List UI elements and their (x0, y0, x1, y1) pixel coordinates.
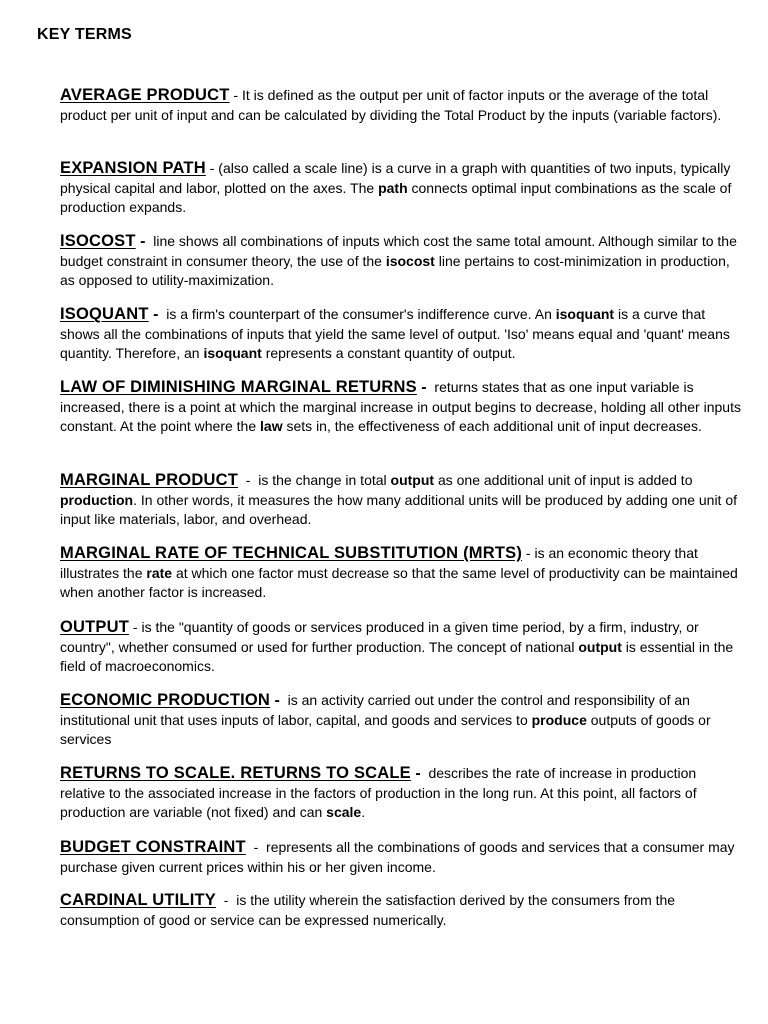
term-entry (60, 891, 744, 930)
term-entry (60, 544, 744, 603)
definition-bold-text: output (578, 638, 622, 655)
page-title: KEY TERMS (37, 26, 132, 43)
definition-text: describes the rate of increase in production relative to the associated increase in the factors of production in the long run. At this point, all factors of production are variable (not fixed) and can (60, 765, 701, 820)
term-separator: - (215, 892, 237, 908)
term-entry (60, 618, 744, 677)
definition-bold-text: path (378, 179, 408, 196)
term-name: MARGINAL PRODUCT (60, 471, 238, 489)
definition-text: is an activity carried out under the control and responsibility of an institutional unit that uses inputs of labor, capital, and goods and services to (60, 692, 694, 728)
definition-text: represents a constant quantity of output. (261, 345, 516, 361)
term-name: MARGINAL RATE OF TECHNICAL SUBSTITUTION (MRTS) (60, 544, 523, 562)
term-entry (60, 305, 744, 364)
definition-text: is a firm's counterpart of the consumer's indifference curve. An (158, 306, 556, 322)
definition-text: outputs of goods or services (60, 711, 711, 747)
term-name: EXPANSION PATH (60, 159, 206, 177)
definition-bold-text: produce (531, 711, 587, 728)
definition-text: is essential in the field of macroeconomics. (60, 638, 734, 674)
definition-text: line pertains to cost-minimization in production, as opposed to utility-maximization. (60, 252, 730, 288)
definition-text: line shows all combinations of inputs which cost the same total amount. Although similar to the budget constraint in consumer theory, the use of the (60, 233, 741, 269)
term-separator: - (416, 379, 427, 396)
definition-bold-text: law (260, 418, 283, 434)
definition-bold-text: isoquant (203, 345, 262, 361)
term-separator: - (148, 306, 159, 323)
definition-text: . (361, 804, 366, 820)
term-separator: - (270, 692, 280, 709)
term-entry (60, 691, 744, 750)
term-entry (60, 378, 744, 437)
term-name: ISOCOST (60, 232, 136, 250)
term-name: AVERAGE PRODUCT (60, 86, 230, 104)
term-separator: - (205, 160, 219, 176)
term-name: RETURNS TO SCALE. RETURNS TO SCALE (60, 764, 411, 782)
term-entry (60, 86, 744, 125)
definition-text: sets in, the effectiveness of each additional unit of input decreases. (282, 418, 702, 434)
term-name: OUTPUT (60, 618, 130, 636)
term-entry (60, 159, 744, 218)
definition-text: . In other words, it measures the how many additional units will be produced by adding one unit of input like materials, labor, and overhead. (60, 491, 738, 527)
definition-text: (also called a scale line) is a curve in a graph with quantities of two inputs, typically physical capital and labor, plotted on the axes. The (60, 160, 731, 196)
term-name: LAW OF DIMINISHING MARGINAL RETURNS (60, 378, 417, 396)
definition-text: as one additional unit of input is added to (434, 472, 693, 488)
definition-bold-text: rate (146, 564, 173, 581)
definition-bold-text: isocost (385, 252, 435, 269)
term-entry (60, 232, 744, 291)
definition-text: is the "quantity of goods or services produced in a given time period, by a firm, industry, or country", whether consumed or used for further production. The concept of national (60, 619, 699, 655)
definition-text: represents all the combinations of goods and services that a consumer may purchase given current prices within his or her given income. (60, 839, 735, 875)
term-separator: - (245, 839, 267, 855)
definition-text: at which one factor must decrease so that the same level of productivity can be maintained when another factor is increased. (60, 564, 738, 600)
term-separator: - (135, 233, 146, 250)
definition-text: is the change in total (258, 472, 391, 488)
term-separator: - (410, 765, 421, 782)
term-name: BUDGET CONSTRAINT (60, 838, 246, 856)
term-separator: - (229, 87, 242, 103)
definition-bold-text: production (60, 491, 134, 508)
definition-bold-text: isoquant (555, 306, 615, 322)
term-name: ISOQUANT (60, 305, 149, 323)
term-name: ECONOMIC PRODUCTION (60, 691, 271, 709)
term-separator: - (237, 472, 259, 488)
definition-text: It is defined as the output per unit of factor inputs or the average of the total product per unit of input and can be calculated by dividing the Total Product by the inputs (variable factors). (60, 87, 722, 123)
definition-bold-text: output (390, 472, 435, 488)
definition-text: is a curve that shows all the combinations of inputs that yield the same level of output. 'Iso' means equal and 'quant' means quantity. Therefore, an (60, 306, 730, 361)
definition-text: returns states that as one input variable is increased, there is a point at which the marginal increase in output begins to decrease, holding all other inputs constant. At the point where the (60, 379, 745, 434)
definition-text: connects optimal input combinations as the scale of production expands. (60, 179, 732, 215)
term-separator: - (522, 545, 535, 561)
term-separator: - (129, 619, 142, 635)
definition-text: is the utility wherein the satisfaction derived by the consumers from the consumption of good or service can be expressed numerically. (60, 892, 676, 928)
term-name: CARDINAL UTILITY (60, 891, 216, 909)
term-entry (60, 764, 744, 823)
term-entry (60, 838, 744, 877)
term-entry (60, 471, 744, 530)
definition-text: is an economic theory that illustrates the (60, 545, 698, 581)
definition-bold-text: scale (326, 804, 362, 820)
